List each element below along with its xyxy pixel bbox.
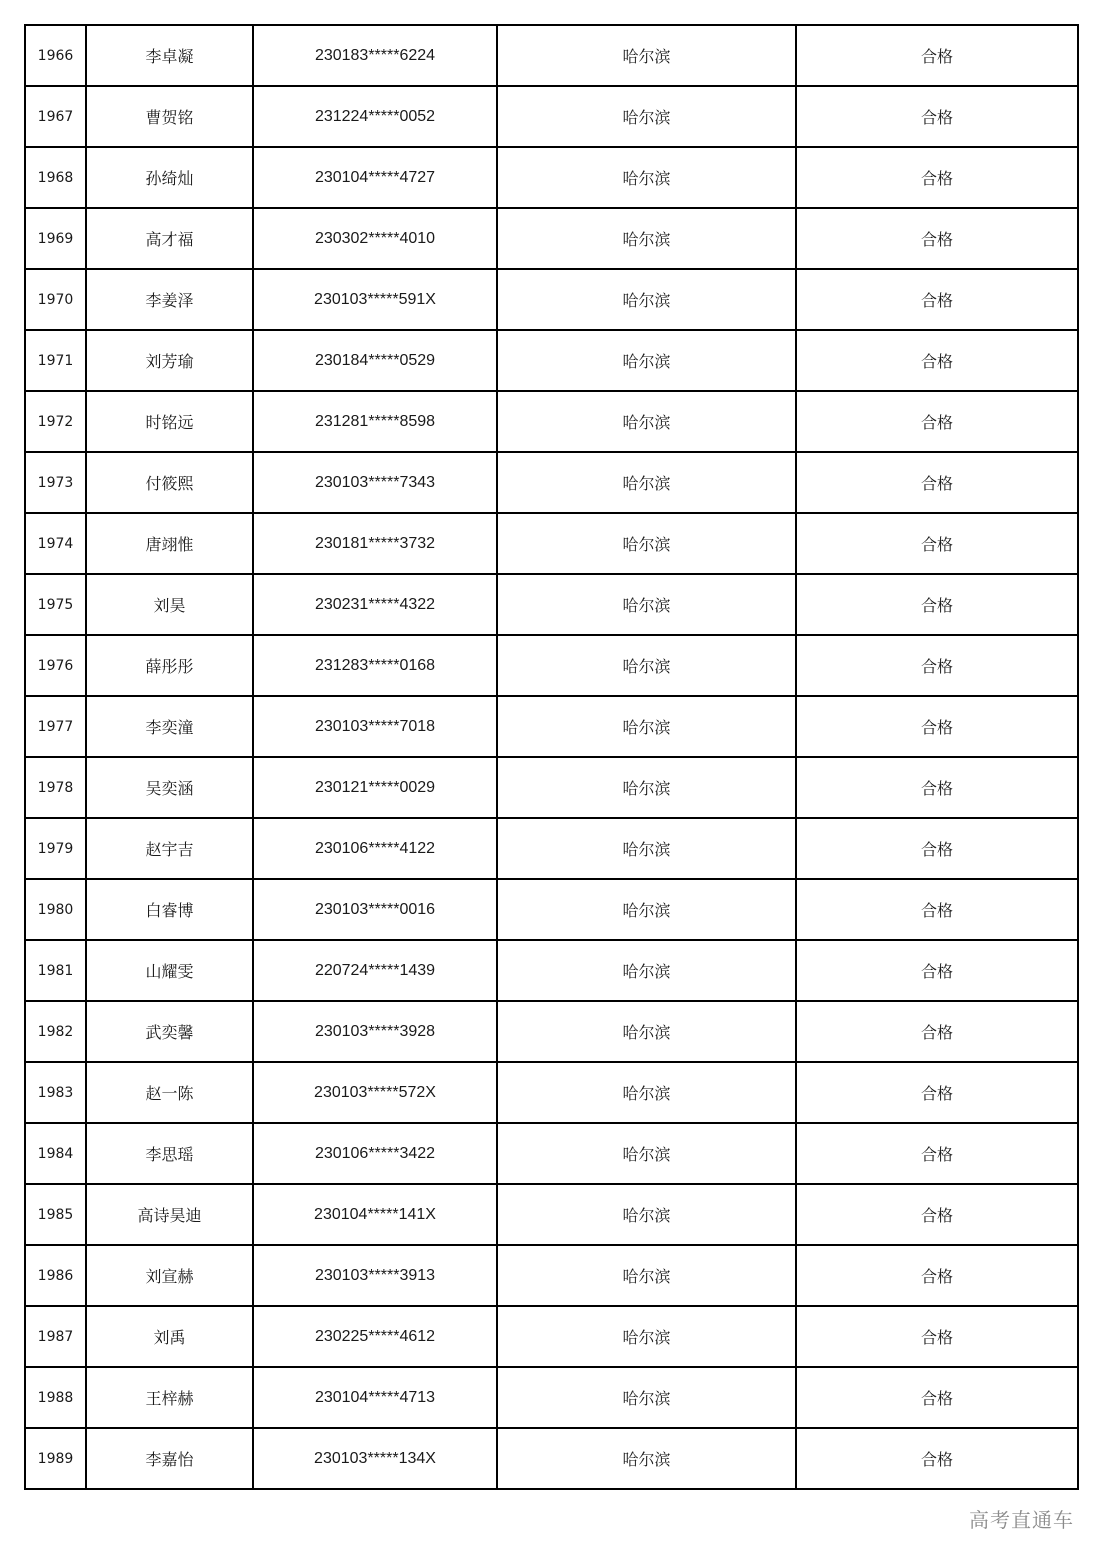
cell-id-number: 231281*****8598: [253, 391, 497, 452]
cell-id-number: 230104*****4727: [253, 147, 497, 208]
cell-number: 1973: [25, 452, 86, 513]
cell-number: 1975: [25, 574, 86, 635]
cell-result: 合格: [796, 86, 1078, 147]
cell-id-number: 230183*****6224: [253, 25, 497, 86]
cell-number: 1986: [25, 1245, 86, 1306]
table-row: [25, 1001, 1078, 1062]
cell-number: 1978: [25, 757, 86, 818]
cell-name: 刘宣赫: [86, 1245, 253, 1306]
cell-number: 1968: [25, 147, 86, 208]
table-row: [25, 1062, 1078, 1123]
cell-result: 合格: [796, 879, 1078, 940]
cell-number: 1966: [25, 25, 86, 86]
cell-name: 吴奕涵: [86, 757, 253, 818]
cell-name: 武奕馨: [86, 1001, 253, 1062]
cell-id-number: 230106*****3422: [253, 1123, 497, 1184]
cell-city: 哈尔滨: [497, 513, 796, 574]
cell-name: 高诗昊迪: [86, 1184, 253, 1245]
cell-result: 合格: [796, 1367, 1078, 1428]
cell-result: 合格: [796, 1306, 1078, 1367]
cell-number: 1985: [25, 1184, 86, 1245]
cell-number: 1984: [25, 1123, 86, 1184]
cell-id-number: 230103*****591X: [253, 269, 497, 330]
table-row: [25, 1306, 1078, 1367]
cell-name: 刘禹: [86, 1306, 253, 1367]
cell-city: 哈尔滨: [497, 1428, 796, 1489]
cell-number: 1988: [25, 1367, 86, 1428]
cell-result: 合格: [796, 1001, 1078, 1062]
cell-city: 哈尔滨: [497, 1123, 796, 1184]
cell-result: 合格: [796, 818, 1078, 879]
cell-result: 合格: [796, 635, 1078, 696]
cell-result: 合格: [796, 25, 1078, 86]
cell-city: 哈尔滨: [497, 1001, 796, 1062]
cell-city: 哈尔滨: [497, 1184, 796, 1245]
cell-city: 哈尔滨: [497, 147, 796, 208]
cell-name: 赵宇吉: [86, 818, 253, 879]
table-row: [25, 818, 1078, 879]
cell-name: 王梓赫: [86, 1367, 253, 1428]
cell-number: 1981: [25, 940, 86, 1001]
cell-city: 哈尔滨: [497, 1306, 796, 1367]
cell-result: 合格: [796, 452, 1078, 513]
table-row: [25, 513, 1078, 574]
table-row: [25, 879, 1078, 940]
cell-id-number: 230302*****4010: [253, 208, 497, 269]
table-row: [25, 330, 1078, 391]
cell-city: 哈尔滨: [497, 574, 796, 635]
cell-id-number: 220724*****1439: [253, 940, 497, 1001]
cell-name: 时铭远: [86, 391, 253, 452]
cell-name: 高才福: [86, 208, 253, 269]
table-row: [25, 208, 1078, 269]
cell-name: 付筱熙: [86, 452, 253, 513]
cell-number: 1971: [25, 330, 86, 391]
cell-id-number: 230231*****4322: [253, 574, 497, 635]
cell-number: 1982: [25, 1001, 86, 1062]
cell-name: 白睿博: [86, 879, 253, 940]
table-row: [25, 1123, 1078, 1184]
cell-number: 1989: [25, 1428, 86, 1489]
cell-result: 合格: [796, 147, 1078, 208]
table-row: [25, 757, 1078, 818]
cell-name: 李嘉怡: [86, 1428, 253, 1489]
cell-name: 曹贺铭: [86, 86, 253, 147]
cell-result: 合格: [796, 208, 1078, 269]
cell-city: 哈尔滨: [497, 25, 796, 86]
cell-result: 合格: [796, 330, 1078, 391]
cell-id-number: 230181*****3732: [253, 513, 497, 574]
cell-city: 哈尔滨: [497, 635, 796, 696]
cell-result: 合格: [796, 1245, 1078, 1306]
cell-id-number: 230103*****7343: [253, 452, 497, 513]
cell-id-number: 230103*****7018: [253, 696, 497, 757]
cell-city: 哈尔滨: [497, 1245, 796, 1306]
cell-name: 赵一陈: [86, 1062, 253, 1123]
cell-name: 李姜泽: [86, 269, 253, 330]
cell-id-number: 230104*****4713: [253, 1367, 497, 1428]
cell-name: 山耀雯: [86, 940, 253, 1001]
cell-city: 哈尔滨: [497, 452, 796, 513]
cell-number: 1976: [25, 635, 86, 696]
cell-name: 李卓凝: [86, 25, 253, 86]
table-row: [25, 25, 1078, 86]
cell-id-number: 230103*****0016: [253, 879, 497, 940]
cell-result: 合格: [796, 757, 1078, 818]
cell-id-number: 231283*****0168: [253, 635, 497, 696]
cell-result: 合格: [796, 269, 1078, 330]
cell-id-number: 230103*****134X: [253, 1428, 497, 1489]
table-row: [25, 1184, 1078, 1245]
cell-result: 合格: [796, 1184, 1078, 1245]
table-row: [25, 147, 1078, 208]
results-table: [24, 24, 1079, 1490]
cell-name: 薛彤彤: [86, 635, 253, 696]
cell-name: 唐翊惟: [86, 513, 253, 574]
cell-city: 哈尔滨: [497, 208, 796, 269]
table-row: [25, 1428, 1078, 1489]
cell-result: 合格: [796, 1123, 1078, 1184]
cell-city: 哈尔滨: [497, 940, 796, 1001]
cell-city: 哈尔滨: [497, 879, 796, 940]
table-row: [25, 269, 1078, 330]
cell-result: 合格: [796, 1428, 1078, 1489]
cell-name: 刘昊: [86, 574, 253, 635]
cell-id-number: 231224*****0052: [253, 86, 497, 147]
cell-city: 哈尔滨: [497, 1367, 796, 1428]
cell-city: 哈尔滨: [497, 818, 796, 879]
cell-name: 孙绮灿: [86, 147, 253, 208]
cell-result: 合格: [796, 513, 1078, 574]
cell-city: 哈尔滨: [497, 1062, 796, 1123]
table-row: [25, 452, 1078, 513]
cell-name: 刘芳瑜: [86, 330, 253, 391]
cell-id-number: 230106*****4122: [253, 818, 497, 879]
cell-number: 1970: [25, 269, 86, 330]
table-row: [25, 1367, 1078, 1428]
table-row: [25, 940, 1078, 1001]
cell-number: 1979: [25, 818, 86, 879]
cell-result: 合格: [796, 391, 1078, 452]
results-table-body: [25, 25, 1078, 1489]
cell-city: 哈尔滨: [497, 391, 796, 452]
cell-city: 哈尔滨: [497, 696, 796, 757]
cell-city: 哈尔滨: [497, 269, 796, 330]
table-row: [25, 86, 1078, 147]
cell-number: 1974: [25, 513, 86, 574]
cell-result: 合格: [796, 940, 1078, 1001]
cell-number: 1967: [25, 86, 86, 147]
cell-id-number: 230103*****572X: [253, 1062, 497, 1123]
table-row: [25, 574, 1078, 635]
cell-id-number: 230121*****0029: [253, 757, 497, 818]
cell-id-number: 230225*****4612: [253, 1306, 497, 1367]
cell-city: 哈尔滨: [497, 757, 796, 818]
cell-number: 1980: [25, 879, 86, 940]
cell-number: 1977: [25, 696, 86, 757]
cell-result: 合格: [796, 696, 1078, 757]
table-row: [25, 696, 1078, 757]
cell-id-number: 230104*****141X: [253, 1184, 497, 1245]
cell-number: 1983: [25, 1062, 86, 1123]
table-row: [25, 391, 1078, 452]
cell-id-number: 230103*****3928: [253, 1001, 497, 1062]
cell-city: 哈尔滨: [497, 330, 796, 391]
cell-number: 1987: [25, 1306, 86, 1367]
cell-id-number: 230103*****3913: [253, 1245, 497, 1306]
cell-id-number: 230184*****0529: [253, 330, 497, 391]
cell-number: 1969: [25, 208, 86, 269]
cell-number: 1972: [25, 391, 86, 452]
cell-name: 李思瑶: [86, 1123, 253, 1184]
cell-city: 哈尔滨: [497, 86, 796, 147]
cell-name: 李奕潼: [86, 696, 253, 757]
table-row: [25, 1245, 1078, 1306]
watermark: 高考直通车: [969, 1508, 1074, 1532]
cell-result: 合格: [796, 1062, 1078, 1123]
table-row: [25, 635, 1078, 696]
cell-result: 合格: [796, 574, 1078, 635]
